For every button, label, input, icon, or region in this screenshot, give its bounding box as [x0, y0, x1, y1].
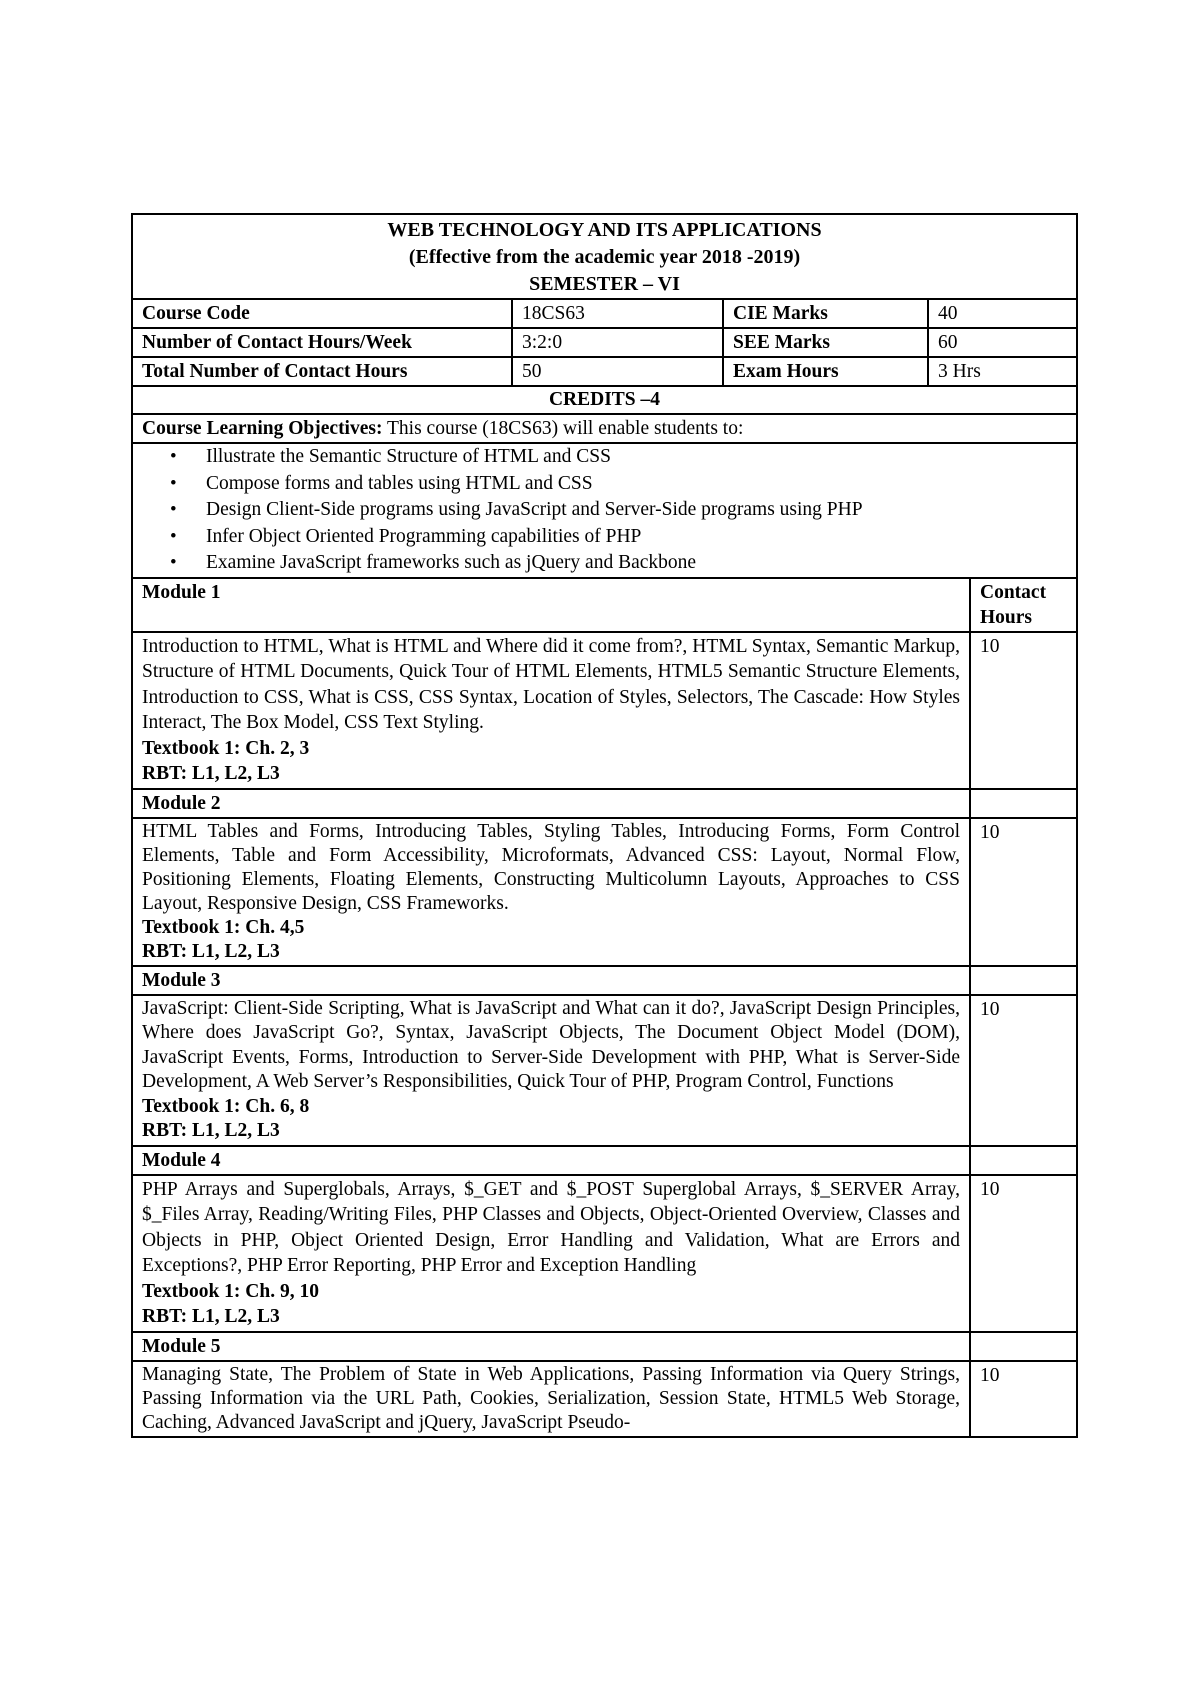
module-rbt: RBT: L1, L2, L3: [142, 763, 280, 785]
module-rbt: RBT: L1, L2, L3: [142, 940, 280, 962]
objective-item: • Illustrate the Semantic Structure of HTML and CSS: [206, 444, 1076, 471]
info-value: 3 Hrs: [938, 361, 981, 382]
info-value: 40: [938, 303, 958, 324]
module-hours: 10: [980, 998, 1000, 1020]
module-5-header-row: [133, 1333, 1076, 1362]
info-label: Total Number of Contact Hours: [133, 358, 513, 385]
module-content: Managing State, The Problem of State in Web Applications, Passing Information via Query Strings, Passing Information via the URL Path, Cookies, Serialization, Session State, HTML5 Web Storage, Caching, Advanced JavaScript and jQuery, JavaScript Pseudo-: [142, 1363, 960, 1433]
module-rbt: RBT: L1, L2, L3: [142, 1120, 280, 1142]
module-3-header-row: [133, 967, 1076, 996]
module-content: PHP Arrays and Superglobals, Arrays, $_GET and $_POST Superglobal Arrays, $_SERVER Array, $_Files Array, Reading/Writing Files, PHP Classes and Objects, Object-Oriented Overview, Classes and Objects in PHP, Object Oriented Design, Error Handling and Validation, What are Errors and Exceptions?, PHP Error Reporting, PHP Error and Exception Handling: [142, 1178, 960, 1277]
objectives-row: [133, 444, 1076, 579]
info-value: 50: [513, 358, 724, 385]
info-value: 60: [938, 332, 958, 353]
credits: CREDITS –4: [548, 389, 661, 410]
module-content-cell: [133, 819, 971, 965]
module-content: HTML Tables and Forms, Introducing Tables, Styling Tables, Introducing Forms, Form Control Elements, Table and Form Accessibility, Microformats, Advanced CSS: Layout, Normal Flow, Positioning Elements, Floating Elements, Constructing Multicolumn Layouts, Approaches to CSS Layout, Responsive Design, CSS Frameworks.: [142, 820, 960, 914]
module-3-body-row: [133, 996, 1076, 1147]
credits-row: [133, 387, 1076, 415]
module-header-empty: [971, 790, 1076, 817]
info-value: 18CS63: [513, 300, 724, 327]
info-value: 3:2:0: [513, 329, 724, 356]
info-row-contact-hours-week: [133, 329, 1076, 358]
objective-item: • Compose forms and tables using HTML and CSS: [206, 471, 1076, 498]
objectives-heading: [133, 415, 1076, 442]
module-1-header-row: [133, 579, 1076, 633]
effective-year: (Effective from the academic year 2018 -2019): [408, 246, 801, 268]
info-label: Number of Contact Hours/Week: [133, 329, 513, 356]
module-hours: 10: [980, 1178, 1000, 1200]
objectives-intro: This course (18CS63) will enable students to:: [382, 418, 744, 439]
module-content-cell: [133, 1362, 971, 1436]
module-header-empty: [971, 1333, 1076, 1360]
module-title: Module 5: [133, 1333, 971, 1360]
module-header-empty: [971, 1147, 1076, 1174]
semester: SEMESTER – VI: [529, 273, 680, 295]
info-row-total-hours: [133, 358, 1076, 387]
objective-item: • Infer Object Oriented Programming capabilities of PHP: [206, 524, 1076, 551]
module-content-cell: [133, 633, 971, 788]
contact-hours-header: Contact Hours: [980, 581, 1047, 628]
info-label: CIE Marks: [724, 300, 929, 327]
module-5-body-row: [133, 1362, 1076, 1436]
course-header: [133, 215, 1076, 298]
module-textbook: Textbook 1: Ch. 2, 3: [142, 737, 310, 759]
course-title: WEB TECHNOLOGY AND ITS APPLICATIONS: [387, 219, 822, 241]
module-textbook: Textbook 1: Ch. 9, 10: [142, 1280, 319, 1302]
module-1-body-row: [133, 633, 1076, 790]
module-2-header-row: [133, 790, 1076, 819]
module-textbook: Textbook 1: Ch. 6, 8: [142, 1095, 310, 1117]
module-title: Module 1: [133, 579, 971, 631]
module-content: JavaScript: Client-Side Scripting, What is JavaScript and What can it do?, JavaScript Design Principles, Where does JavaScript Go?, Syntax, JavaScript Objects, The Document Object Model (DOM), JavaScript Events, Forms, Introduction to Server-Side Development with PHP, What is Server-Side Development, A Web Server’s Responsibilities, Quick Tour of PHP, Program Control, Functions: [142, 997, 960, 1093]
info-row-course-code: [133, 300, 1076, 329]
objectives-label: Course Learning Objectives:: [142, 418, 383, 439]
module-rbt: RBT: L1, L2, L3: [142, 1306, 280, 1328]
module-content-cell: [133, 1176, 971, 1331]
module-hours: 10: [980, 635, 1000, 657]
syllabus-table: [131, 213, 1078, 1438]
objective-item: • Examine JavaScript frameworks such as jQuery and Backbone: [206, 550, 1076, 577]
module-title: Module 3: [133, 967, 971, 994]
module-header-empty: [971, 967, 1076, 994]
objectives-heading-row: [133, 415, 1076, 444]
module-content-cell: [133, 996, 971, 1145]
objective-item: • Design Client-Side programs using JavaScript and Server-Side programs using PHP: [206, 497, 1076, 524]
module-hours: 10: [980, 821, 1000, 843]
objectives-list: [133, 444, 1076, 577]
module-content: Introduction to HTML, What is HTML and Where did it come from?, HTML Syntax, Semantic Markup, Structure of HTML Documents, Quick Tour of HTML Elements, HTML5 Semantic Structure Elements, Introduction to CSS, What is CSS, CSS Syntax, Location of Styles, Selectors, The Cascade: How Styles Interact, The Box Model, CSS Text Styling.: [142, 635, 960, 734]
module-4-body-row: [133, 1176, 1076, 1333]
module-hours: 10: [980, 1364, 1000, 1386]
module-2-body-row: [133, 819, 1076, 967]
module-textbook: Textbook 1: Ch. 4,5: [142, 916, 305, 938]
module-title: Module 2: [133, 790, 971, 817]
module-title: Module 4: [133, 1147, 971, 1174]
info-label: Exam Hours: [724, 358, 929, 385]
course-header-row: [133, 215, 1076, 300]
info-label: Course Code: [133, 300, 513, 327]
objectives-list-cell: [133, 444, 1076, 577]
module-4-header-row: [133, 1147, 1076, 1176]
info-label: SEE Marks: [724, 329, 929, 356]
